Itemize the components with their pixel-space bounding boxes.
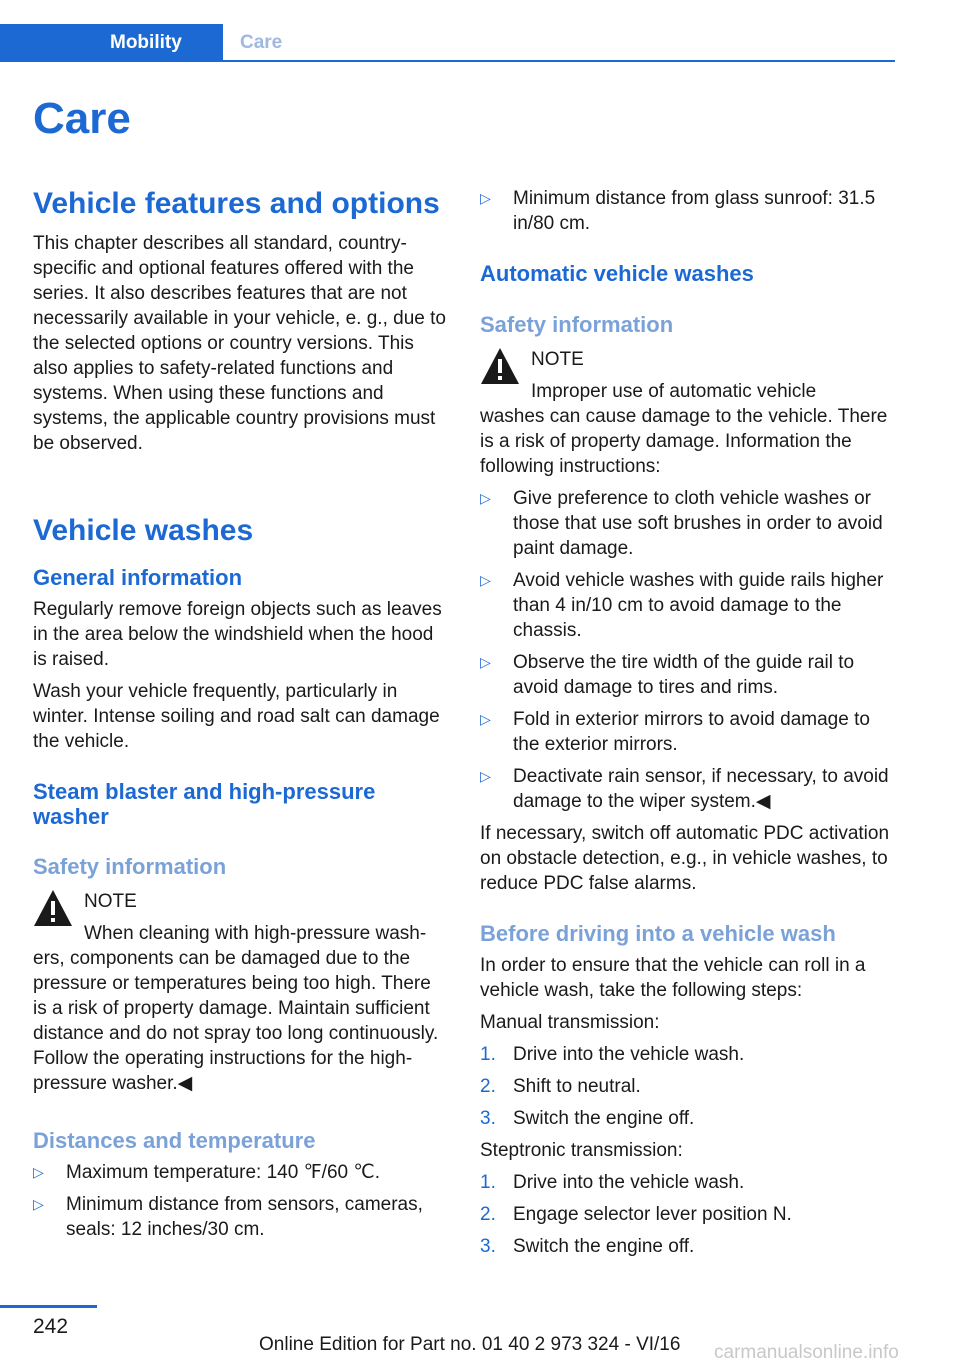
pdc-text: If necessary, switch off automatic PDC activation on obstacle detection, e.g., in vehicle washes, to reduce PDC false alarms. xyxy=(480,823,890,894)
note-high-pressure xyxy=(33,889,448,1096)
warning-triangle-icon xyxy=(33,889,73,927)
note-automatic-wash xyxy=(480,347,895,479)
header-tabs xyxy=(0,24,895,62)
distances-heading: Distances and temperature xyxy=(33,1128,316,1153)
page-number: 242 xyxy=(33,1315,69,1338)
list-item: 2. Shift to neutral. xyxy=(480,1076,641,1097)
distances-list xyxy=(33,1160,448,1242)
safety-info-heading-right: Safety information xyxy=(480,312,674,337)
triangle-bullet-icon: ▷ xyxy=(33,1164,44,1180)
note-label: NOTE xyxy=(84,891,137,912)
list-item: 1. Drive into the vehicle wash. xyxy=(480,1172,745,1193)
auto-wash-list xyxy=(480,486,895,814)
before-wash-heading: Before driving into a vehicle wash xyxy=(480,921,836,946)
right-column xyxy=(480,186,895,1259)
watermark: carmanualsonline.info xyxy=(714,1342,899,1362)
list-item: ▷ Give preference to cloth vehicle washes or those that use soft brushes in order to avoid paint damage. xyxy=(480,488,883,559)
manual-steps xyxy=(480,1042,895,1131)
list-item: 3. Switch the engine off. xyxy=(480,1236,695,1257)
triangle-bullet-icon: ▷ xyxy=(480,768,491,784)
note-rest-text: washes can cause damage to the vehicle. There is a risk of property damage. Information the following instructions: xyxy=(480,406,888,477)
page-title: Care xyxy=(33,94,131,143)
general-info-p1: Regularly remove foreign objects such as leaves in the area below the windshield when the hood is raised. xyxy=(33,599,442,670)
left-column xyxy=(33,186,448,1242)
list-item: ▷ Minimum distance from glass sunroof: 31.5 in/80 cm. xyxy=(480,188,876,234)
general-info-heading: General information xyxy=(33,565,243,590)
note-first-line: Improper use of automatic vehicle xyxy=(531,381,817,402)
list-item: 3. Switch the engine off. xyxy=(480,1108,695,1129)
note-rest-text: ers, components can be damaged due to the pressure or temperatures being too high. There is a risk of property damage. Maintain sufficient distance and do not spray too long continuously. Follow the operating instructions for the high-pressure washer.◀ xyxy=(33,948,439,1094)
steptronic-label: Steptronic transmission: xyxy=(480,1140,683,1161)
triangle-bullet-icon: ▷ xyxy=(33,1196,44,1212)
triangle-bullet-icon: ▷ xyxy=(480,572,491,588)
note-label: NOTE xyxy=(531,349,584,370)
general-info-p2: Wash your vehicle frequently, particularly in winter. Intense soiling and road salt can damage the vehicle. xyxy=(33,681,440,752)
list-item: ▷ Deactivate rain sensor, if necessary, to avoid damage to the wiper system.◀ xyxy=(480,766,889,812)
list-item: ▷ Observe the tire width of the guide rail to avoid damage to tires and rims. xyxy=(480,652,855,698)
list-item: ▷ Avoid vehicle washes with guide rails higher than 4 in/10 cm to avoid damage to the chassis. xyxy=(480,570,884,641)
tab-care[interactable]: Care xyxy=(240,32,283,53)
triangle-bullet-icon: ▷ xyxy=(480,490,491,506)
manual-transmission-label: Manual transmission: xyxy=(480,1012,660,1033)
triangle-bullet-icon: ▷ xyxy=(480,711,491,727)
list-item: 1. Drive into the vehicle wash. xyxy=(480,1044,745,1065)
edition-text: Online Edition for Part no. 01 40 2 973 324 - VI/16 xyxy=(259,1334,681,1355)
distances-list-cont xyxy=(480,186,895,236)
footer-rule xyxy=(0,1305,97,1308)
warning-triangle-icon xyxy=(480,347,520,385)
safety-info-heading-left: Safety information xyxy=(33,854,227,879)
tab-mobility[interactable]: Mobility xyxy=(0,24,223,60)
auto-washes-heading: Automatic vehicle washes xyxy=(480,261,754,286)
list-item: ▷ Maximum temperature: 140 ℉/60 ℃. xyxy=(33,1162,380,1183)
note-first-line: When cleaning with high-pressure wash- xyxy=(84,923,427,944)
steam-blaster-heading: Steam blaster and high-pressure washer xyxy=(33,779,376,829)
triangle-bullet-icon: ▷ xyxy=(480,190,491,206)
steptronic-steps xyxy=(480,1170,895,1259)
features-heading: Vehicle features and options xyxy=(33,187,440,220)
washes-heading: Vehicle washes xyxy=(33,514,254,547)
features-body: This chapter describes all standard, country-specific and optional features offered with the series. It also describes features that are not necessarily available in your vehicle, e. g., due to the selected options or country versions. This also applies to safety-related functions and systems. When using these functions and systems, the applicable country provisions must be observed. xyxy=(33,233,446,454)
triangle-bullet-icon: ▷ xyxy=(480,654,491,670)
list-item: 2. Engage selector lever position N. xyxy=(480,1204,792,1225)
list-item: ▷ Fold in exterior mirrors to avoid damage to the exterior mirrors. xyxy=(480,709,870,755)
before-wash-intro: In order to ensure that the vehicle can roll in a vehicle wash, take the following steps: xyxy=(480,955,866,1001)
list-item: ▷ Minimum distance from sensors, cameras, seals: 12 inches/30 cm. xyxy=(33,1194,423,1240)
